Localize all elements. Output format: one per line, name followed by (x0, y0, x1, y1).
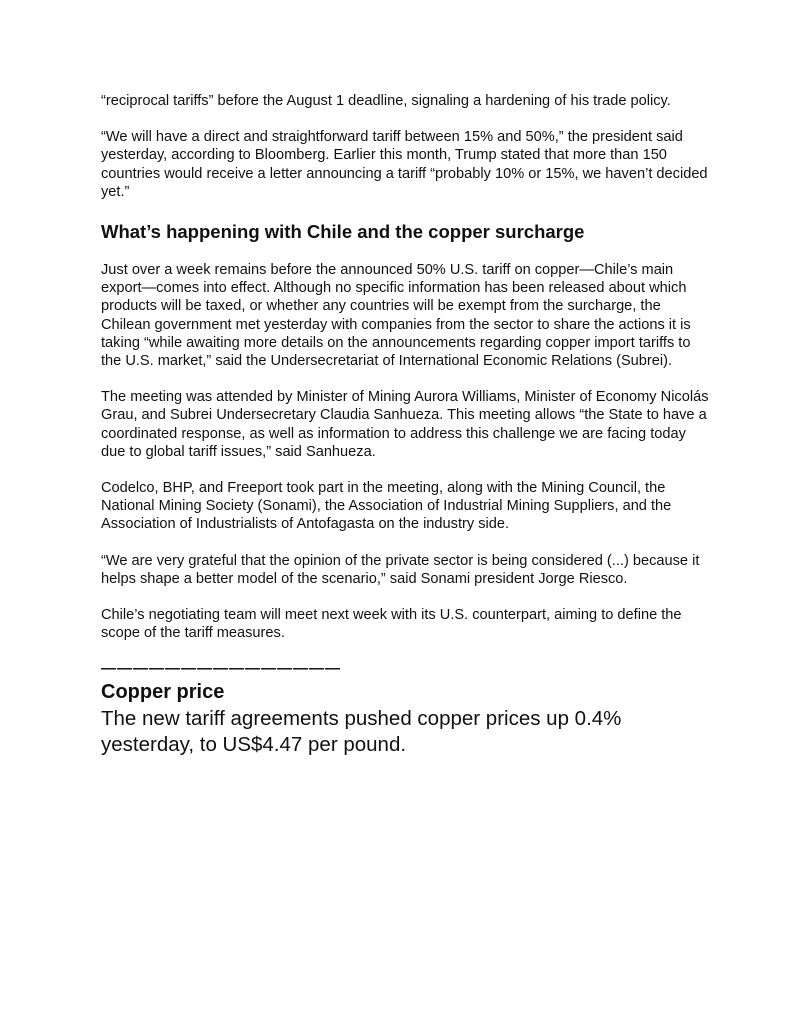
paragraph-companies: Codelco, BHP, and Freeport took part in the meeting, along with the Mining Council, the National Mining Society (Sonami), the Association of Industrial Mining Suppliers, and the Association of Industrialists of Antofagasta on the industry side. (101, 480, 672, 533)
paragraph-sonami-quote: “We are very grateful that the opinion of the private sector is being considered (...) because it helps shape a better model of the scenario,” said Sonami president Jorge Riesco. (101, 552, 700, 587)
paragraph-copper-tariff: Just over a week remains before the announced 50% U.S. tariff on copper—Chile’s main export—comes into effect. Although no specific information has been released about which products will be taxed, or whether any countries will be exempt from the surcharge, the Chilean government met yesterday with companies from the sector to share the actions it is taking “while awaiting more details on the announcements regarding copper import tariffs to the U.S. market,” said the Undersecretariat of International Economic Relations (Subrei). (101, 262, 691, 370)
paragraph-tariff-quote: “We will have a direct and straightforward tariff between 15% and 50%,” the president said yesterday, according to Bloomberg. Earlier this month, Trump stated that more than 150 countries would receive a letter announcing a tariff “probably 10% or 15%, we haven’t decided yet.” (101, 129, 708, 200)
copper-price-text: The new tariff agreements pushed copper prices up 0.4% yesterday, to US$4.47 per pound. (101, 707, 622, 757)
section-divider: ——————————————— (101, 660, 341, 678)
document-page (101, 92, 711, 758)
copper-price-title: Copper price (101, 681, 225, 704)
paragraph-reciprocal-tariffs: “reciprocal tariffs” before the August 1 deadline, signaling a hardening of his trade policy. (101, 93, 671, 109)
paragraph-meeting-attendees: The meeting was attended by Minister of Mining Aurora Williams, Minister of Economy Nicolás Grau, and Subrei Undersecretary Claudia Sanhueza. This meeting allows “the State to have a coordinated response, as well as information to address this challenge we are facing today due to global tariff issues,” said Sanhueza. (101, 389, 709, 460)
paragraph-negotiating-team: Chile’s negotiating team will meet next week with its U.S. counterpart, aiming to define the scope of the tariff measures. (101, 607, 682, 642)
section-heading-chile-copper: What’s happening with Chile and the copper surcharge (101, 221, 585, 243)
